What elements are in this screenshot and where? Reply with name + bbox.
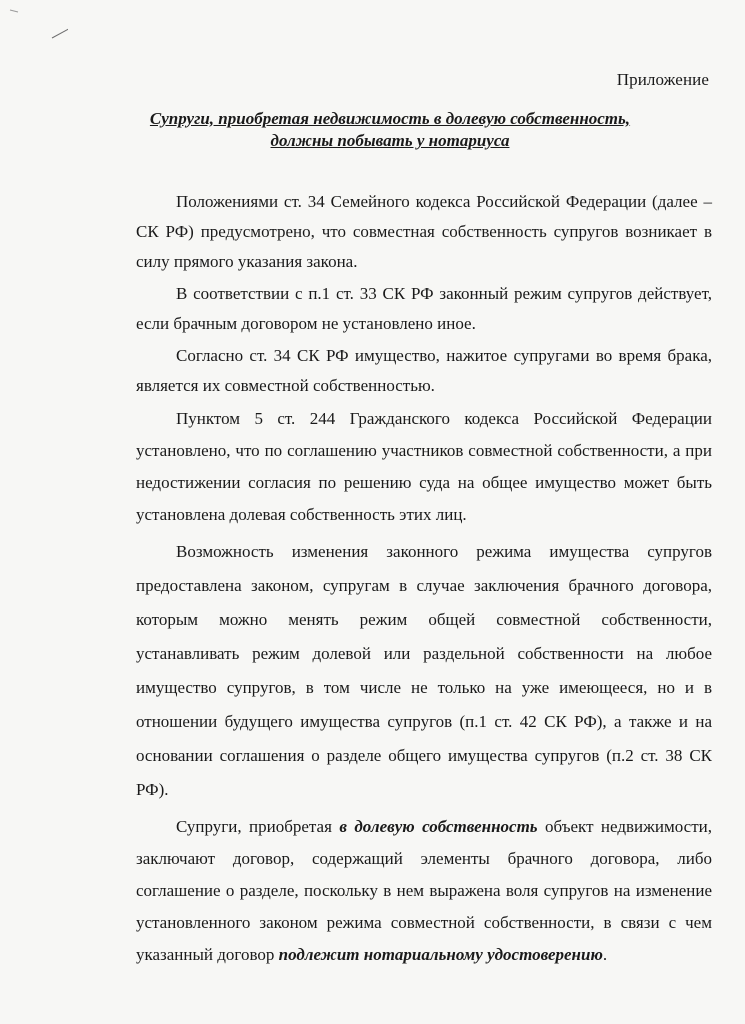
- document-body: [136, 187, 712, 971]
- emphasis-notarization: подлежит нотариальному удостоверению: [278, 945, 603, 964]
- paragraph-6: [136, 811, 712, 971]
- title-line-2: должны побывать у нотариуса: [270, 131, 510, 150]
- paragraph-3: Согласно ст. 34 СК РФ имущество, нажитое супругами во время брака, является их совместной собственностью.: [136, 346, 712, 395]
- paragraph-4: Пунктом 5 ст. 244 Гражданского кодекса Российской Федерации установлено, что по соглашению участников совместной собственности, а при недостижении согласия по решению суда на общее имущество может быть установлена долевая собственность этих лиц.: [136, 409, 712, 524]
- appendix-label: Приложение: [616, 70, 709, 89]
- title-line-1: Супруги, приобретая недвижимость в долевую собственность,: [149, 109, 631, 128]
- paragraph-6-part-3: .: [602, 945, 608, 964]
- emphasis-shared-ownership: в долевую собственность: [339, 817, 538, 836]
- paragraph-2: В соответствии с п.1 ст. 33 СК РФ законный режим супругов действует, если брачным договором не установлено иное.: [136, 284, 712, 333]
- scan-artifact-mark: [8, 8, 68, 48]
- paragraph-1: Положениями ст. 34 Семейного кодекса Российской Федерации (далее – СК РФ) предусмотрено, что совместная собственность супругов возникает в силу прямого указания закона.: [136, 192, 712, 271]
- paragraph-5: Возможность изменения законного режима имущества супругов предоставлена законом, супругам в случае заключения брачного договора, которым можно менять режим общей совместной собственности, устанавливать режим долевой или раздельной собственности на любое имущество супругов, в том числе не только на уже имеющееся, но и в отношении будущего имущества супругов (п.1 ст. 42 СК РФ), а также и на основании соглашения о разделе общего имущества супругов (п.2 ст. 38 СК РФ).: [136, 542, 712, 799]
- document-title: [100, 108, 680, 152]
- paragraph-6-part-1: Супруги, приобретая: [176, 817, 340, 836]
- paragraph-6-part-2: объект недвижимости, заключают договор, содержащий элементы брачного договора, либо соглашение о разделе, поскольку в нем выражена воля супругов на изменение установленного законом режима совместной собственности, в связи с чем указанный договор: [136, 817, 712, 964]
